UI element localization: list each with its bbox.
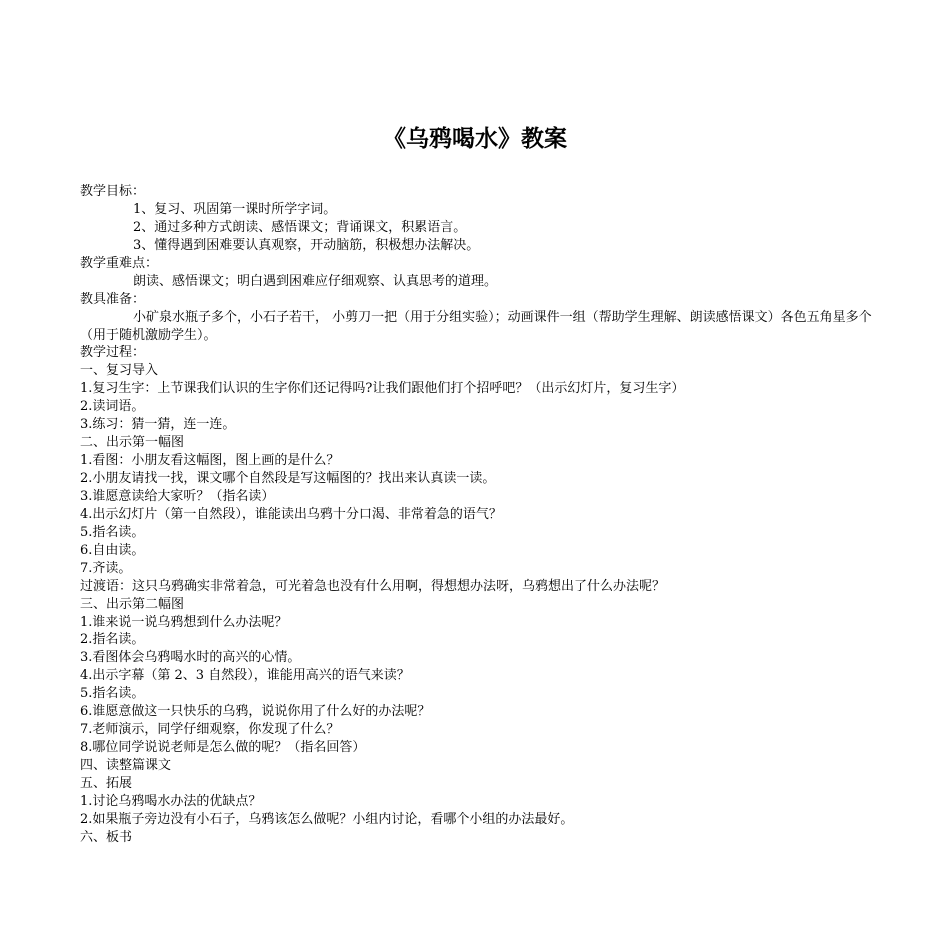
objective-item: 2、通过多种方式朗读、感悟课文；背诵课文，积累语言。 bbox=[133, 219, 467, 235]
list-item: 1.看图：小朋友看这幅图，图上画的是什么？ bbox=[80, 453, 340, 469]
list-item: 3.看图体会乌鸦喝水时的高兴的心情。 bbox=[80, 650, 301, 666]
list-item: 2.小朋友请找一找，课文哪个自然段是写这幅图的？找出来认真读一读。 bbox=[80, 471, 496, 487]
section-heading: 一、复习导入 bbox=[80, 363, 159, 379]
list-item: 3.练习：猜一猜，连一连。 bbox=[80, 417, 236, 433]
process-heading: 教学过程： bbox=[80, 345, 146, 361]
transition-text: 过渡语：这只乌鸦确实非常着急，可光着急也没有什么用啊，得想想办法呀，乌鸦想出了什么办法呢？ bbox=[80, 578, 666, 594]
list-item: 6.自由读。 bbox=[80, 542, 145, 558]
section-heading: 二、出示第一幅图 bbox=[80, 435, 185, 451]
list-item: 5.指名读。 bbox=[80, 686, 145, 702]
objectives-heading: 教学目标： bbox=[80, 184, 146, 199]
list-item: 3.谁愿意读给大家听？（指名读） bbox=[80, 488, 275, 504]
list-item: 2.读词语。 bbox=[80, 399, 145, 415]
section-heading: 三、出示第二幅图 bbox=[80, 596, 185, 612]
objective-item: 1、复习、巩固第一课时所学字词。 bbox=[133, 201, 337, 217]
list-item: 4.出示字幕（第 2、3 自然段），谁能用高兴的语气来读？ bbox=[80, 668, 410, 684]
key-points-heading: 教学重难点： bbox=[80, 255, 159, 271]
document-body bbox=[80, 183, 880, 847]
list-item: 1.复习生字：上节课我们认识的生字你们还记得吗?让我们跟他们打个招呼吧？（出示幻灯片，复习生字） bbox=[80, 381, 685, 397]
section-heading: 六、板书 bbox=[80, 829, 133, 845]
page-title: 《乌鸦喝水》教案 bbox=[383, 125, 567, 152]
section-heading: 五、拓展 bbox=[80, 775, 133, 791]
list-item: 6.谁愿意做这一只快乐的乌鸦，说说你用了什么好的办法呢？ bbox=[80, 704, 431, 720]
list-item: 5.指名读。 bbox=[80, 524, 145, 540]
section-heading: 四、读整篇课文 bbox=[80, 758, 172, 774]
objective-item: 3、懂得遇到困难要认真观察，开动脑筋，积极想办法解决。 bbox=[133, 237, 480, 253]
list-item: 2.如果瓶子旁边没有小石子，乌鸦该怎么做呢？小组内讨论，看哪个小组的办法最好。 bbox=[80, 811, 574, 827]
materials-text: 小矿泉水瓶子多个，小石子若干， 小剪刀一把（用于分组实验）；动画课件一组（帮助学生理解、朗读感悟课文）各色五角星多个（用于随机激励学生）。 bbox=[80, 309, 872, 343]
list-item: 1.讨论乌鸦喝水办法的优缺点？ bbox=[80, 793, 262, 809]
list-item: 7.齐读。 bbox=[80, 560, 132, 576]
list-item: 7.老师演示，同学仔细观察，你发现了什么？ bbox=[80, 722, 340, 738]
list-item: 1.谁来说一说乌鸦想到什么办法呢？ bbox=[80, 614, 288, 630]
materials-heading: 教具准备： bbox=[80, 291, 146, 307]
list-item: 4.出示幻灯片（第一自然段），谁能读出乌鸦十分口渴、非常着急的语气？ bbox=[80, 506, 502, 522]
list-item: 2.指名读。 bbox=[80, 632, 145, 648]
list-item: 8.哪位同学说说老师是怎么做的呢？（指名回答） bbox=[80, 740, 366, 756]
key-points-text: 朗读、感悟课文；明白遇到困难应仔细观察、认真思考的道理。 bbox=[133, 273, 498, 289]
